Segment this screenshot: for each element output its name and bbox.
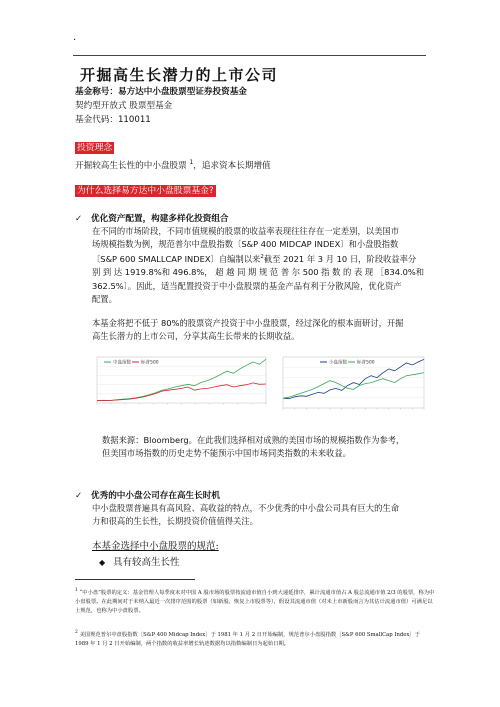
fund-name-value: 易方达中小盘股票型证券投资基金 xyxy=(117,87,247,97)
point1-line-5: 362.5%〕。因此，适当配置投资于中小盘股票的基金产品有利于分散风险，优化资产 xyxy=(92,280,402,291)
point1-para2-line-2: 高生长潜力的上市公司，分享其高生长带来的长期收益。 xyxy=(92,331,300,342)
philosophy-text xyxy=(75,157,271,172)
footnote-1-text: “中小盘”股票的定义：基金管理人每季度末对中国 A 股市场的股票按流通市值自小到大递延排序，累计流通市值占 A 股总流通市值 2/3 的股票，称为中小盘股票。在此期间对于未纳入最近一次排序范围的股票（如新股、恢复上市股票等），假设其流通市值（对未上市新股而言为其估计流通市值）可满足以上规范，也称为中小盘股票。 xyxy=(75,589,435,614)
philosophy-tag: 投资理念 xyxy=(77,143,113,153)
legend-label-2: 标普500 xyxy=(357,360,375,366)
check-icon: ✓ xyxy=(75,491,83,501)
point2-heading xyxy=(75,489,220,501)
footnote-2-mark: 2 xyxy=(75,630,78,635)
diamond-icon: ◆ xyxy=(99,558,106,567)
footnote-2-text: 美国规范普尔中盘股指数〔S&P 400 Midcap Index〕于 1981 年 1 月 2 日开始编制，规范普尔小盘股指数〔S&P 600 SmallCap Index〕于 1989 年 1 月 2 日开始编制，两个指数的收益率增长轨迹数据均以指数编制日为起始日期。 xyxy=(75,631,420,647)
smallcap-vs-sp500-chart xyxy=(275,353,430,418)
why-tag: 为什么选择易方达中小盘股票基金? xyxy=(77,186,214,196)
footnote-2 xyxy=(75,628,435,649)
point1-heading xyxy=(75,212,229,224)
source-line-2: 但美国市场指数的历史走势不能预示中国市场同类指数的未来收益。 xyxy=(102,448,351,459)
footnote-1 xyxy=(75,586,435,616)
point1-line-2: 场规模指数为例，规范普尔中盘股指数〔S&P 400 MIDCAP INDEX〕和小盘股指数 xyxy=(92,239,399,250)
point2-line-1: 中小盘股票普遍具有高风险、高收益的特点，不少优秀的中小盘公司具有巨大的生命 xyxy=(92,503,399,513)
point2-line-2: 力和很高的生长性，长期投资价值值得关注。 xyxy=(92,516,258,527)
source-line-1: 数据来源：Bloomberg。在此我们选择相对成熟的美国市场的规模指数作为参考， xyxy=(102,435,405,445)
rule-item xyxy=(99,554,180,568)
point1-paragraph-2 xyxy=(92,317,427,343)
point1-paragraph xyxy=(92,225,427,306)
point2-heading-text: 优秀的中小盘公司存在高生长时机 xyxy=(91,491,220,501)
fund-name-line xyxy=(75,87,247,98)
fund-type-line: 契约型开放式 股票型基金 xyxy=(75,101,173,111)
page-title: 开掘高生长潜力的上市公司 xyxy=(80,66,279,84)
point1-line-3: 〔S&P 600 SMALLCAP INDEX〕自编制以来$^2$截至 2021 年 3 月 10 日，阶段收益率分 xyxy=(92,254,417,265)
philosophy-tail: ，追求资本长期增值 xyxy=(193,160,271,171)
rule-title: 本基金选择中小盘股票的规范: xyxy=(92,541,219,552)
footnote-1-mark: 1 xyxy=(75,588,78,593)
source-note xyxy=(102,434,404,460)
point1-line-4: 别 到 达 1919.8%和 496.8%， 超 越 同 期 规 范 普 尔 500 指 数 的 表 现 ［834.0%和 xyxy=(92,267,425,278)
legend-label-2: 标普500 xyxy=(141,360,159,366)
point2-paragraph xyxy=(92,502,427,528)
header-rule xyxy=(73,55,426,56)
legend-label-1: 小盘指数 xyxy=(329,360,347,366)
footnote-divider xyxy=(75,579,195,580)
point1-line-6: 配置。 xyxy=(92,293,117,304)
philosophy-main: 开掘较高生长性的中小盘股票 xyxy=(75,160,187,171)
legend-label-1: 中盘指数 xyxy=(113,360,131,366)
midcap-vs-sp500-chart xyxy=(92,353,270,413)
footnote-ref-2[interactable]: 2 xyxy=(260,254,264,261)
check-icon: ✓ xyxy=(75,214,83,224)
point1-line-1: 在不同的市场阶段，不同市值规模的股票的收益率表现往往存在一定差别，以美国市 xyxy=(92,226,399,236)
fund-code-line: 基金代码：110011 xyxy=(75,115,151,125)
footnote-ref-1[interactable]: 1 xyxy=(189,159,194,166)
point1-heading-text: 优化资产配置，构建多样化投资组合 xyxy=(91,214,229,224)
header-dot: · xyxy=(73,35,77,46)
fund-name-label: 基金称号： xyxy=(75,87,118,97)
rule-item-text: 具有较高生长性 xyxy=(113,557,180,568)
point1-para2-line-1: 本基金将把不低于 80%的股票资产投资于中小盘股票，经过深化的根本面研讨，开掘 xyxy=(92,318,404,328)
